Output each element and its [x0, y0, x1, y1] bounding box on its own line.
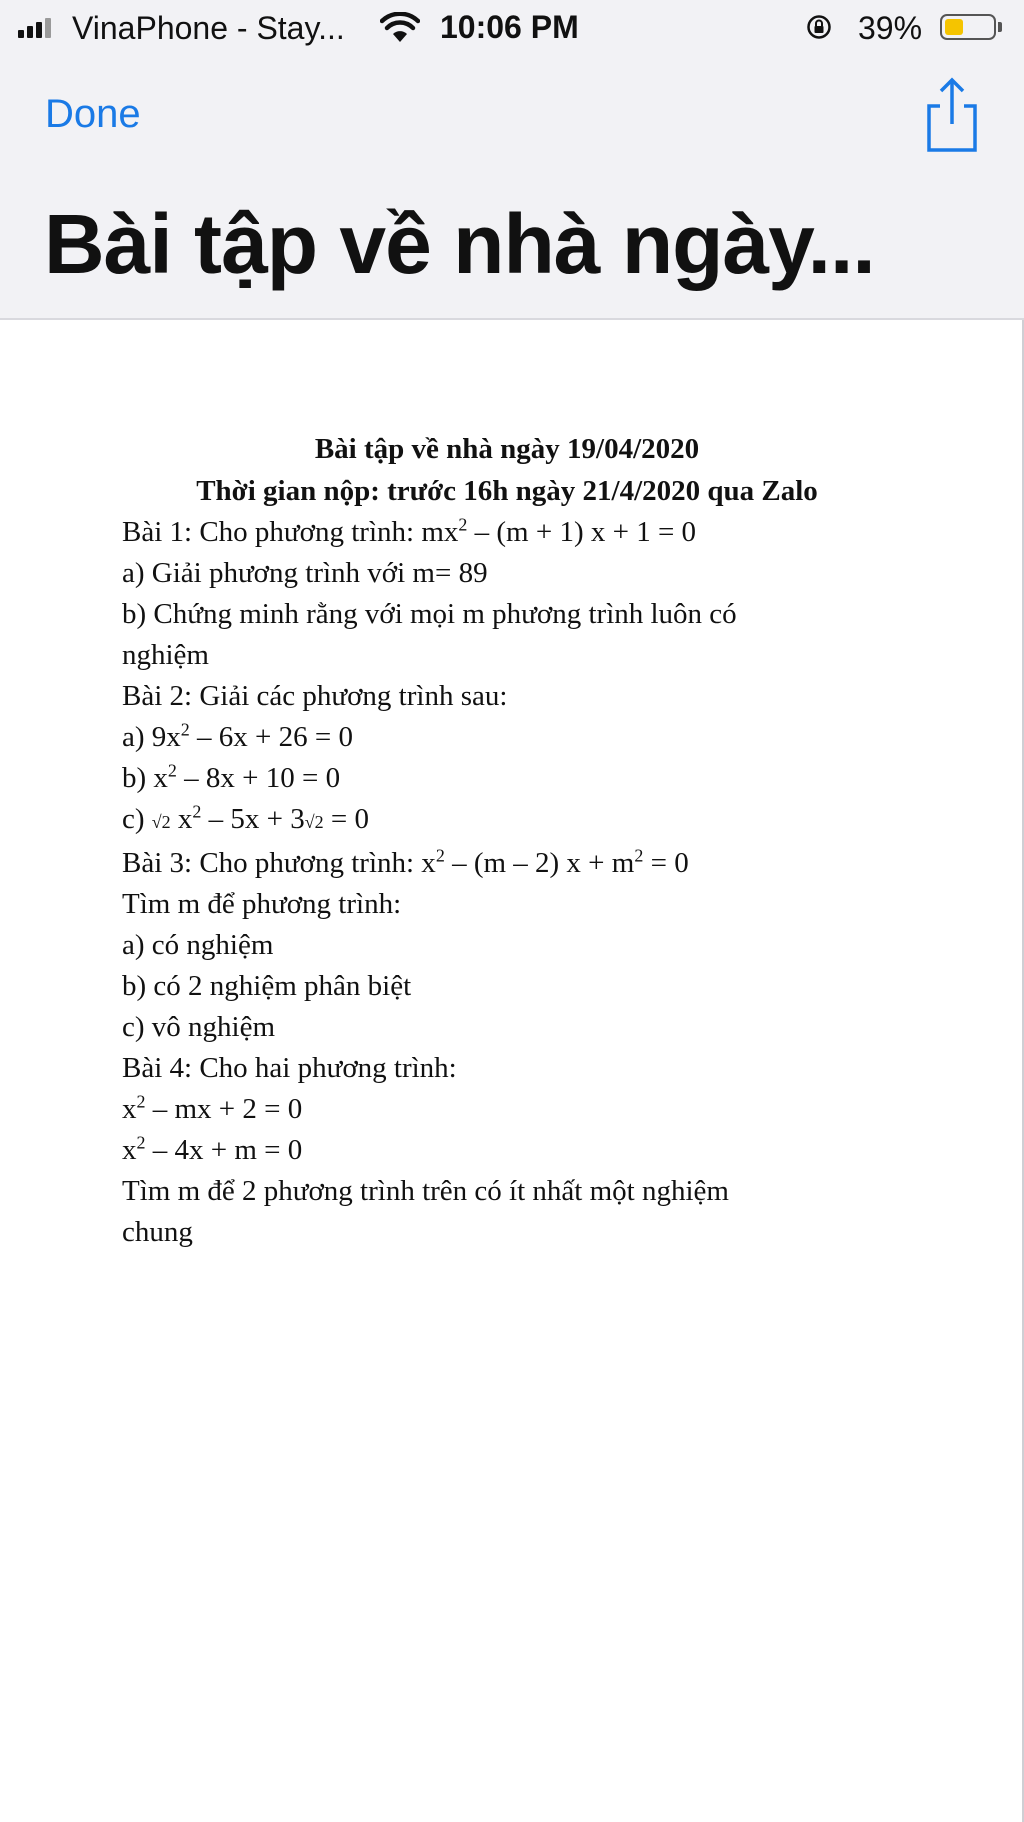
bai3-intro: Bài 3: Cho phương trình: $x^2 - (m - 2) x + m^2 = 0$ [122, 845, 689, 879]
bai1-part-b-line1: b) Chứng minh rằng với mọi m phương trình luôn có [122, 598, 737, 630]
battery-icon [940, 14, 996, 40]
battery-tip [998, 22, 1002, 32]
bai1-part-a: a) Giải phương trình với m= 89 [122, 557, 488, 589]
bai2-intro: Bài 2: Giải các phương trình sau: [122, 680, 508, 712]
signal-icon [18, 18, 62, 38]
orientation-lock-icon [806, 14, 832, 40]
document-content [122, 428, 902, 1253]
bai2-part-a: a) $9x^2 - 6x + 26 = 0$ [122, 719, 353, 753]
bai4-find-line2: chung [122, 1216, 193, 1248]
clock: 10:06 PM [440, 9, 579, 45]
battery-level [945, 19, 963, 35]
bai3-part-b: b) có 2 nghiệm phân biệt [122, 970, 412, 1002]
wifi-icon [380, 12, 420, 44]
bai3-part-c: c) vô nghiệm [122, 1011, 276, 1043]
bai4-equation-2: $x^2 - 4x + m = 0$ [122, 1132, 303, 1166]
page-title: Bài tập về nhà ngày... [44, 197, 875, 291]
bai2-part-b: b) $x^2 - 8x + 10 = 0$ [122, 760, 341, 794]
document-title: Bài tập về nhà ngày 19/04/2020 [314, 433, 700, 465]
bai3-part-a: a) có nghiệm [122, 929, 274, 961]
bai2-part-c: c) √2 $x^2 - 5x + 3√2 = 0$ [122, 801, 370, 835]
share-icon[interactable] [922, 74, 982, 154]
bai4-equation-1: $x^2$ – mx + 2 = 0 [122, 1091, 303, 1125]
bai4-find-line1: Tìm m để 2 phương trình trên có ít nhất một nghiệm [122, 1175, 729, 1207]
done-button[interactable]: Done [45, 92, 141, 136]
bai1-part-b-line2: nghiệm [122, 639, 209, 671]
bai3-find: Tìm m để phương trình: [122, 888, 402, 920]
bai4-intro: Bài 4: Cho hai phương trình: [122, 1052, 457, 1084]
status-bar [0, 0, 1024, 56]
carrier-name: VinaPhone - Stay... [72, 10, 345, 46]
document-viewer[interactable] [0, 320, 1024, 1822]
battery-percentage: 39% [858, 10, 923, 46]
bai1-intro: Bài 1: Cho phương trình: $mx^2 - (m + 1) x + 1 = 0$ [122, 514, 697, 548]
document-deadline: Thời gian nộp: trước 16h ngày 21/4/2020 qua Zalo [196, 475, 818, 507]
